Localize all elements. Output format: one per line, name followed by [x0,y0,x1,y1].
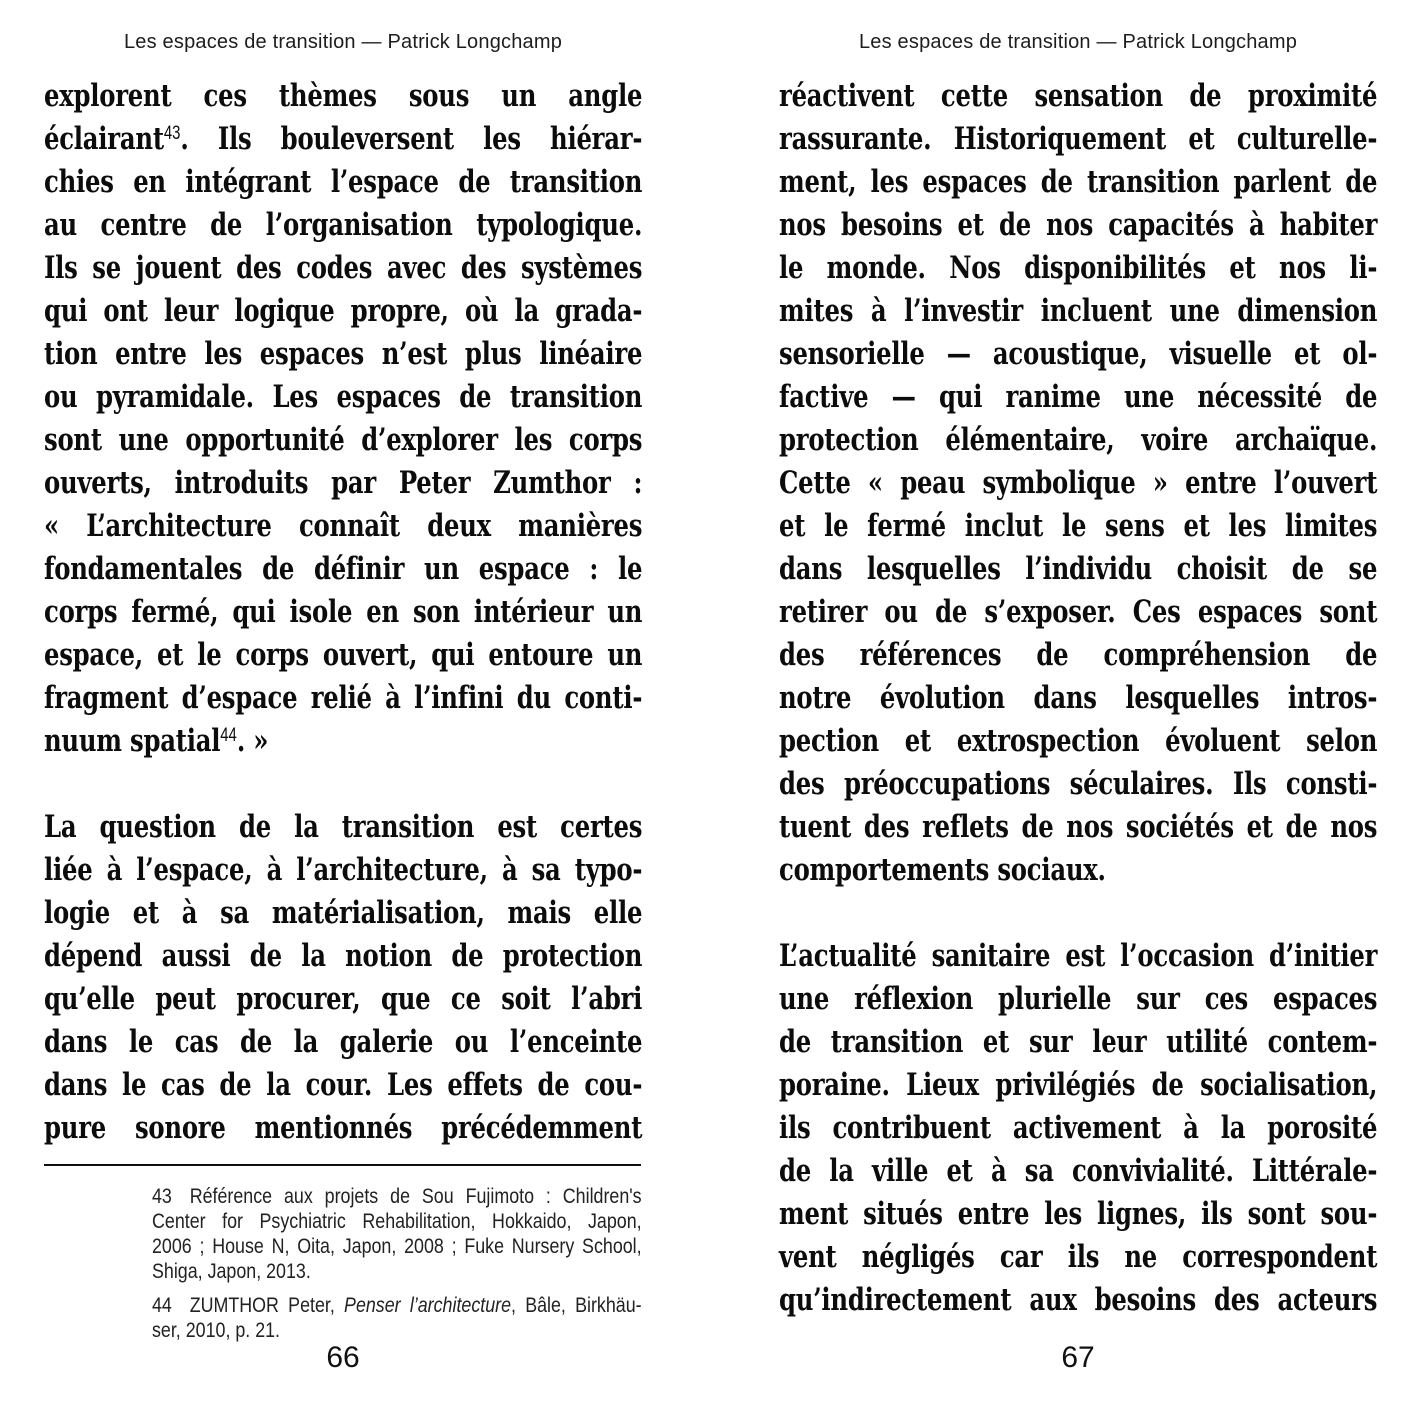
text-segment: ouverts, introduits par Peter Zumthor : [44,465,643,501]
body-text-line [44,1107,642,1150]
text-segment: Cette « peau symbolique » entre l’ouvert [779,465,1378,501]
body-text-line [779,1021,1377,1064]
body-text-line [779,204,1377,247]
body-text-line [779,290,1377,333]
page-body-wrap [44,75,642,1150]
body-text-line [44,462,642,505]
footnote-ref: 43 [163,123,181,144]
text-segment: . » [236,723,269,759]
text-segment: ment situés entre les lignes, ils sont sou- [779,1196,1378,1232]
footnote-line [152,1209,642,1234]
footnote-line [152,1293,642,1318]
body-text-line [44,247,642,290]
text-segment: retirer ou de s’exposer. Ces espaces sont [779,594,1378,630]
text-segment: Ils se jouent des codes avec des systèmes [44,250,643,286]
text-segment: notre évolution dans lesquelles intros- [779,680,1378,716]
footnotes-left [152,1184,642,1343]
footnote-line [152,1259,642,1284]
text-segment: fondamentales de définir un espace : le [44,551,643,587]
body-text-line [779,1279,1377,1322]
text-segment: 2006 ; House N, Oita, Japon, 2008 ; Fuke Nursery School, [152,1235,642,1258]
text-segment: 43 Référence aux projets de Sou Fujimoto : Children's [152,1185,642,1208]
body-text-line [44,634,642,677]
text-segment: nuum spatial [44,723,221,759]
body-text-line [44,892,642,935]
text-segment: pection et extrospection évoluent selon [779,723,1378,759]
text-segment: comportements sociaux. [779,852,1106,888]
running-header: Les espaces de transition — Patrick Longchamp [858,31,1298,53]
paragraph [779,75,1377,892]
body-text-line [44,720,642,763]
body-text-line [44,204,642,247]
body-text-line [779,763,1377,806]
body-text-line [44,677,642,720]
body-text-line [779,161,1377,204]
body-text-line [779,247,1377,290]
text-segment: qui ont leur logique propre, où la grada- [44,293,643,329]
text-segment: dépend aussi de la notion de protection [44,938,643,974]
text-segment: de transition et sur leur utilité contem- [779,1024,1378,1060]
body-text-line [44,935,642,978]
body-text-line [44,333,642,376]
text-segment: 44 ZUMTHOR Peter, [152,1294,345,1317]
text-segment: sont une opportunité d’explorer les corps [44,422,643,458]
body-text-line [779,376,1377,419]
text-segment: « L’architecture connaît deux manières [44,508,643,544]
text-segment: corps fermé, qui isole en son intérieur un [44,594,643,630]
text-segment: explorent ces thèmes sous un angle [44,78,643,114]
body-text-line [44,505,642,548]
body-text-line [779,1150,1377,1193]
text-segment: une réflexion plurielle sur ces espaces [779,981,1378,1017]
body-text-line [44,290,642,333]
paragraph [44,75,642,763]
page-left [44,0,642,1417]
body-text-line [779,118,1377,161]
body-text-line [44,419,642,462]
text-segment: factive — qui ranime une nécessité de [779,379,1378,415]
text-segment: Shiga, Japon, 2013. [152,1260,311,1283]
text-segment: éclairant [44,121,164,157]
text-segment: le monde. Nos disponibilités et nos li- [779,250,1378,286]
text-segment: au centre de l’organisation typologique. [44,207,643,243]
body-text-line [779,849,1377,892]
body-text-line [779,634,1377,677]
text-segment: ils contribuent activement à la porosité [779,1110,1378,1146]
body-text-line [44,1021,642,1064]
body-text-line [779,333,1377,376]
body-text-line [779,505,1377,548]
body-text-line [44,978,642,1021]
text-segment: mites à l’investir incluent une dimension [779,293,1378,329]
body-text-line [779,75,1377,118]
footnote-rule [44,1164,641,1166]
body-text-line [779,677,1377,720]
text-segment: dans le cas de la cour. Les effets de cou- [44,1067,643,1103]
text-segment: logie et à sa matérialisation, mais elle [44,895,643,931]
footnote-ref: 44 [220,725,237,746]
footnote [152,1184,642,1284]
body-text-line [44,75,642,118]
text-segment: dans lesquelles l’individu choisit de se [779,551,1378,587]
text-segment: rassurante. Historiquement et culturelle- [779,121,1378,157]
page-right [779,0,1377,1417]
body-text-line [44,548,642,591]
body-text-line [779,1193,1377,1236]
italic-text: Penser l’architecture [344,1294,512,1317]
text-segment: nos besoins et de nos capacités à habiter [779,207,1378,243]
body-text-line [779,935,1377,978]
body-text-line [44,376,642,419]
page-number: 67 [1061,1341,1095,1374]
text-segment: qu’elle peut procurer, que ce soit l’abri [44,981,643,1017]
text-segment: fragment d’espace relié à l’infini du conti- [44,680,643,716]
page-number: 66 [326,1341,360,1374]
body-text-line [779,419,1377,462]
running-header: Les espaces de transition — Patrick Longchamp [123,31,563,53]
body-text-line [779,548,1377,591]
text-segment: ment, les espaces de transition parlent de [779,164,1378,200]
body-text-line [44,118,642,161]
text-segment: La question de la transition est certes [44,809,643,845]
text-segment: pure sonore mentionnés précédemment [44,1110,643,1146]
footnote [152,1293,642,1343]
text-segment: L’actualité sanitaire est l’occasion d’initier [779,938,1378,974]
text-segment: . Ils bouleversent les hiérar- [180,121,643,157]
text-segment: poraine. Lieux privilégiés de socialisation, [779,1067,1378,1103]
page-body-right [779,75,1377,1322]
text-segment: de la ville et à sa convivialité. Littérale- [779,1153,1378,1189]
paragraph [44,806,642,1150]
page-body-wrap [779,75,1377,1322]
text-segment: liée à l’espace, à l’architecture, à sa typo- [44,852,643,888]
text-segment: espace, et le corps ouvert, qui entoure un [44,637,643,673]
text-segment: ou pyramidale. Les espaces de transition [44,379,643,415]
page-body-left [44,75,642,1150]
text-segment: vent négligés car ils ne correspondent [779,1239,1378,1275]
body-text-line [44,591,642,634]
text-segment: sensorielle — acoustique, visuelle et ol- [779,336,1378,372]
text-segment: qu’indirectement aux besoins des acteurs [779,1282,1378,1318]
text-segment: tuent des reflets de nos sociétés et de nos [779,809,1378,845]
text-segment: dans le cas de la galerie ou l’enceinte [44,1024,643,1060]
text-segment: chies en intégrant l’espace de transition [44,164,643,200]
body-text-line [44,161,642,204]
body-text-line [779,1236,1377,1279]
body-text-line [779,720,1377,763]
text-segment: réactivent cette sensation de proximité [779,78,1378,114]
body-text-line [779,462,1377,505]
text-segment: tion entre les espaces n’est plus linéaire [44,336,643,372]
body-text-line [779,591,1377,634]
text-segment: et le fermé inclut le sens et les limites [779,508,1378,544]
body-text-line [44,1064,642,1107]
body-text-line [779,806,1377,849]
footnote-line [152,1184,642,1209]
body-text-line [44,849,642,892]
body-text-line [44,806,642,849]
body-text-line [779,1064,1377,1107]
text-segment: des références de compréhension de [779,637,1378,673]
text-segment: , Bâle, Birkhäu- [511,1294,642,1317]
body-text-line [779,978,1377,1021]
text-segment: Center for Psychiatric Rehabilitation, Hokkaido, Japon, [152,1210,642,1233]
text-segment: protection élémentaire, voire archaïque. [779,422,1378,458]
text-segment: ser, 2010, p. 21. [152,1319,281,1342]
paragraph [779,935,1377,1322]
body-text-line [779,1107,1377,1150]
footnote-line [152,1318,642,1343]
footnote-line [152,1234,642,1259]
text-segment: des préoccupations séculaires. Ils consti- [779,766,1378,802]
